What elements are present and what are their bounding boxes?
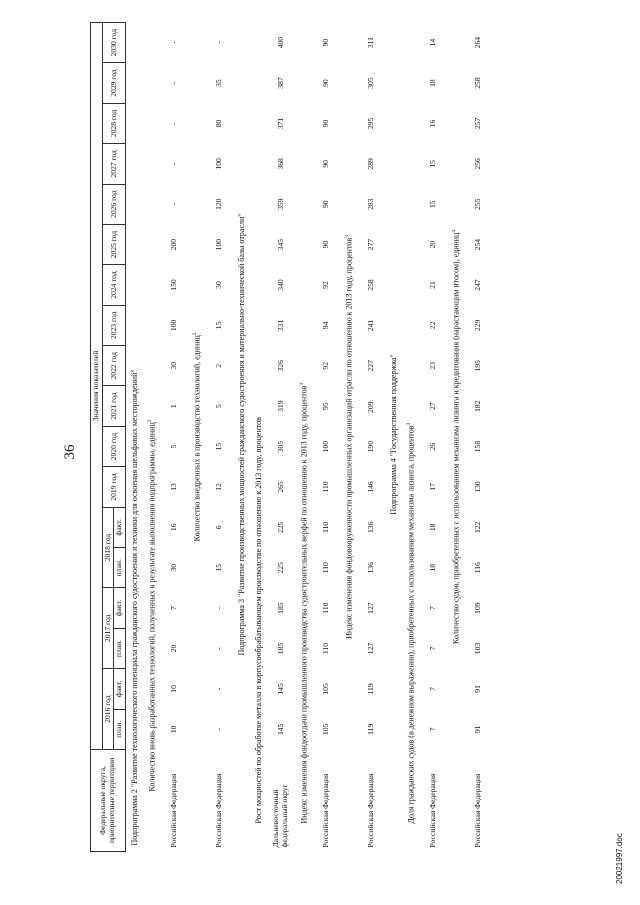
value-cell: 90 bbox=[320, 200, 330, 209]
table-row bbox=[419, 22, 447, 851]
value-cell: 100 bbox=[213, 158, 223, 170]
footnote-mark: 2 bbox=[191, 332, 198, 336]
indicator-title: Количество вновь разработанных технологий, полученных в результате выполнения подпрограммы, единиц bbox=[147, 422, 157, 792]
value-cell: 122 bbox=[472, 521, 482, 534]
value-cell: 120 bbox=[213, 198, 223, 210]
territory-cell: Дальневосточный федеральный округ bbox=[271, 784, 290, 848]
year-header: 2017 год bbox=[102, 588, 114, 669]
value-cell: 255 bbox=[472, 198, 482, 210]
value-cell: 92 bbox=[320, 281, 330, 289]
value-cell: 185 bbox=[275, 642, 285, 655]
year-header: 2026 год bbox=[102, 184, 125, 224]
value-cell: 256 bbox=[472, 158, 482, 170]
value-cell: 30 bbox=[168, 362, 178, 370]
value-cell: 247 bbox=[472, 279, 482, 291]
value-cell: - bbox=[168, 41, 178, 44]
value-cell: - bbox=[168, 81, 178, 85]
value-cell: 110 bbox=[320, 602, 330, 614]
value-cell: 18 bbox=[427, 79, 437, 87]
value-cell: 295 bbox=[365, 117, 375, 130]
year-header: 2020 год bbox=[102, 426, 125, 466]
territory-cell: Российская Федерация bbox=[365, 773, 375, 848]
value-cell: 17 bbox=[427, 483, 437, 491]
value-cell: 225 bbox=[275, 562, 285, 574]
year-header: 2021 год bbox=[102, 386, 125, 426]
value-cell: 182 bbox=[472, 400, 482, 412]
value-cell: 130 bbox=[472, 481, 482, 493]
value-cell: 400 bbox=[275, 36, 285, 49]
value-cell: 190 bbox=[365, 440, 375, 453]
value-cell: 2 bbox=[213, 363, 223, 368]
table-row bbox=[312, 22, 340, 851]
value-cell: 109 bbox=[472, 602, 482, 614]
value-cell: 264 bbox=[472, 36, 482, 49]
value-cell: 105 bbox=[320, 683, 330, 695]
plan-fact-header: факт. bbox=[114, 669, 126, 709]
value-cell: 119 bbox=[365, 683, 375, 695]
value-cell: 305 bbox=[365, 77, 375, 89]
year-header: 2019 год bbox=[102, 467, 125, 507]
year-header: 2025 год bbox=[102, 224, 125, 264]
subprogram-row bbox=[126, 22, 144, 851]
value-cell: - bbox=[213, 728, 223, 731]
value-cell: 100 bbox=[213, 238, 223, 251]
value-cell: 1 bbox=[168, 404, 178, 409]
value-cell: 91 bbox=[472, 725, 482, 734]
subprogram-title: Подпрограмма 2 "Развитие технологического потенциала гражданского судостроения и техники для освоения шельфовых месторождений" bbox=[130, 369, 140, 846]
value-cell: 209. bbox=[365, 399, 375, 413]
value-cell: 90 bbox=[320, 119, 330, 128]
values-header: Значения показателей bbox=[91, 22, 103, 749]
territory-cell: Российская Федерация bbox=[320, 773, 330, 848]
value-cell: 145 bbox=[275, 683, 285, 695]
indicator-title: Индекс изменения фондовооруженности промышленных организаций отрасли по отношению к 2013 году, процентов bbox=[344, 237, 354, 639]
value-cell: 326 bbox=[275, 360, 285, 372]
value-cell: 200 bbox=[168, 238, 178, 251]
value-cell: 116 bbox=[472, 562, 482, 574]
page-number: 36 bbox=[62, 444, 78, 460]
value-cell: 265 bbox=[275, 481, 285, 493]
value-cell: 7 bbox=[168, 606, 178, 611]
value-cell: 277 bbox=[365, 238, 375, 251]
indicator-row bbox=[250, 22, 267, 851]
value-cell: 90 bbox=[320, 38, 330, 47]
value-cell: 368 bbox=[275, 158, 285, 170]
value-cell: 305 bbox=[275, 440, 285, 453]
year-header: 2030 год bbox=[102, 22, 125, 63]
value-cell: 92 bbox=[320, 362, 330, 370]
value-cell: 15 bbox=[427, 160, 437, 168]
value-cell: 18 bbox=[427, 523, 437, 532]
value-cell: - bbox=[213, 41, 223, 44]
indicator-row bbox=[295, 22, 312, 851]
indicator-title: Индекс изменения фондоотдачи промышленного производства судостроительных верфей по отношению к 2013 году, процентов bbox=[299, 385, 309, 824]
value-cell: 110 bbox=[320, 562, 330, 574]
value-cell: 18 bbox=[427, 563, 437, 572]
year-header: 2027 год bbox=[102, 144, 125, 184]
value-cell: 5 bbox=[168, 444, 178, 449]
value-cell: 23 bbox=[427, 362, 437, 370]
value-cell: 16 bbox=[168, 523, 178, 532]
plan-fact-header: план. bbox=[114, 628, 126, 668]
value-cell: 227 bbox=[365, 360, 375, 372]
value-cell: 257 bbox=[472, 117, 482, 130]
value-cell: 14 bbox=[427, 38, 437, 47]
indicator-row bbox=[340, 22, 357, 851]
value-cell: 195 bbox=[472, 360, 482, 372]
value-cell: 21 bbox=[427, 281, 437, 289]
value-cell: 80 bbox=[213, 119, 223, 128]
value-cell: 10 bbox=[168, 685, 178, 693]
value-cell: 185 bbox=[275, 602, 285, 614]
value-cell: 15 bbox=[427, 200, 437, 209]
value-cell: 91 bbox=[472, 685, 482, 693]
value-cell: 136 bbox=[365, 521, 375, 534]
value-cell: 30 bbox=[168, 563, 178, 572]
value-cell: 13 bbox=[168, 483, 178, 491]
value-cell: 387 bbox=[275, 77, 285, 89]
value-cell: 110 bbox=[320, 481, 330, 493]
value-cell: 100 bbox=[168, 319, 178, 332]
indicator-row bbox=[143, 22, 160, 851]
value-cell: 100 bbox=[320, 440, 330, 453]
value-cell: 95 bbox=[320, 402, 330, 410]
value-cell: 229 bbox=[472, 319, 482, 332]
year-header: 2018 год bbox=[102, 507, 114, 588]
table-row bbox=[160, 22, 188, 851]
value-cell: 258 bbox=[472, 77, 482, 89]
value-cell: - bbox=[213, 606, 223, 610]
table-row bbox=[205, 22, 233, 851]
value-cell: 15 bbox=[213, 321, 223, 330]
value-cell: 7 bbox=[427, 727, 437, 732]
value-cell: 10 bbox=[168, 725, 178, 734]
plan-fact-header: план. bbox=[114, 709, 126, 749]
value-cell: - bbox=[213, 647, 223, 650]
value-cell: 15 bbox=[213, 442, 223, 451]
value-cell: 241 bbox=[365, 319, 375, 332]
value-cell: 7 bbox=[427, 606, 437, 611]
value-cell: 150 bbox=[168, 279, 178, 291]
value-cell: 20 bbox=[168, 644, 178, 653]
value-cell: - bbox=[168, 202, 178, 206]
value-cell: 27 bbox=[427, 402, 437, 410]
territory-column-header: Федеральные округа, приоритетные территории bbox=[91, 750, 126, 852]
value-cell: 289 bbox=[365, 158, 375, 170]
value-cell: 16 bbox=[427, 119, 437, 128]
value-cell: 30 bbox=[213, 281, 223, 289]
value-cell: 94 bbox=[320, 321, 330, 330]
value-cell: 371 bbox=[275, 117, 285, 130]
value-cell: 35 bbox=[213, 79, 223, 87]
plan-fact-header: план. bbox=[114, 548, 126, 588]
footnote-mark: 3 bbox=[298, 382, 305, 386]
year-header: 2023 год bbox=[102, 305, 125, 345]
value-cell: 127 bbox=[365, 602, 375, 614]
subprogram-title: Подпрограмма 3 "Развитие производственных мощностей гражданского судостроения и материально-технической базы отрасли" bbox=[237, 213, 247, 656]
value-cell: 15 bbox=[213, 563, 223, 572]
subprogram-row bbox=[385, 22, 402, 851]
plan-fact-header: факт. bbox=[114, 588, 126, 628]
subprogram-title: Подпрограмма 4 "Государственная поддержка" bbox=[389, 354, 399, 515]
value-cell: 340 bbox=[275, 279, 285, 291]
table-row bbox=[267, 22, 295, 851]
value-cell: 22 bbox=[427, 321, 437, 330]
value-cell: 5 bbox=[213, 404, 223, 409]
indicator-row bbox=[188, 22, 205, 851]
value-cell: 158 bbox=[472, 440, 482, 453]
value-cell: 146 bbox=[365, 481, 375, 493]
value-cell: - bbox=[168, 162, 178, 166]
indicator-row bbox=[447, 22, 464, 851]
value-cell: 105 bbox=[320, 723, 330, 735]
value-cell: 12 bbox=[213, 483, 223, 491]
territory-cell: Российская Федерация bbox=[213, 773, 223, 848]
value-cell: 258 bbox=[365, 279, 375, 291]
value-cell: 7 bbox=[427, 646, 437, 651]
value-cell: - bbox=[168, 122, 178, 125]
plan-fact-header: факт. bbox=[114, 507, 126, 547]
indicators-table bbox=[90, 22, 492, 852]
value-cell: 345 bbox=[275, 238, 285, 251]
indicator-row bbox=[402, 22, 419, 851]
table-row bbox=[464, 22, 492, 851]
value-cell: 311 bbox=[365, 37, 375, 49]
year-header: 2024 год bbox=[102, 265, 125, 305]
territory-cell: Российская Федерация bbox=[472, 773, 482, 848]
footnote-mark: 4 bbox=[405, 422, 412, 426]
value-cell: 26 bbox=[427, 442, 437, 451]
document-footer: 20021997.doc bbox=[615, 833, 624, 884]
value-cell: 103 bbox=[472, 642, 482, 655]
value-cell: 225 bbox=[275, 521, 285, 534]
value-cell: 110 bbox=[320, 642, 330, 655]
header-row-title bbox=[91, 22, 103, 851]
footnote-mark: 2 bbox=[146, 419, 153, 423]
value-cell: 127 bbox=[365, 642, 375, 655]
value-cell: 254 bbox=[472, 238, 482, 251]
indicator-title: Рост мощностей по обработке металла в корпусообрабатывающем производстве по отношению к 2013 году, процентов bbox=[254, 417, 264, 824]
value-cell: 359 bbox=[275, 198, 285, 210]
value-cell: 90 bbox=[320, 240, 330, 249]
indicator-title: Количество судов, приобретенных с использованием механизма лизинга и кредитования (нарастающим итогом), единиц bbox=[451, 232, 461, 644]
year-header: 2016 год bbox=[102, 669, 114, 750]
value-cell: 90 bbox=[320, 79, 330, 87]
value-cell: 20 bbox=[427, 240, 437, 249]
indicator-title: Количество внедренных в производство технологий, единиц bbox=[192, 335, 202, 542]
value-cell: 6 bbox=[213, 525, 223, 530]
value-cell: 283 bbox=[365, 198, 375, 210]
value-cell: 136 bbox=[365, 562, 375, 574]
value-cell: - bbox=[213, 687, 223, 691]
value-cell: 331 bbox=[275, 319, 285, 332]
value-cell: 110 bbox=[320, 521, 330, 533]
value-cell: 145 bbox=[275, 723, 285, 735]
subprogram-row bbox=[233, 22, 250, 851]
value-cell: 90 bbox=[320, 160, 330, 168]
footnote-mark: 4 bbox=[450, 229, 457, 233]
header-row-years bbox=[102, 22, 114, 851]
indicator-title: Доля гражданских судов (в денежном выражении), приобретенных с использованием механизма лизинга, процентов bbox=[406, 425, 416, 824]
value-cell: 119 bbox=[365, 723, 375, 735]
value-cell: 319 bbox=[275, 400, 285, 412]
territory-cell: Российская Федерация bbox=[168, 773, 178, 848]
year-header: 2022 год bbox=[102, 346, 125, 386]
document-page bbox=[10, 12, 630, 892]
table-row bbox=[357, 22, 385, 851]
value-cell: 7 bbox=[427, 687, 437, 691]
table-body bbox=[126, 22, 493, 851]
year-header: 2029 год bbox=[102, 63, 125, 103]
territory-cell: Российская Федерация bbox=[427, 773, 437, 848]
footnote-mark: 3 bbox=[343, 235, 350, 238]
year-header: 2028 год bbox=[102, 103, 125, 143]
